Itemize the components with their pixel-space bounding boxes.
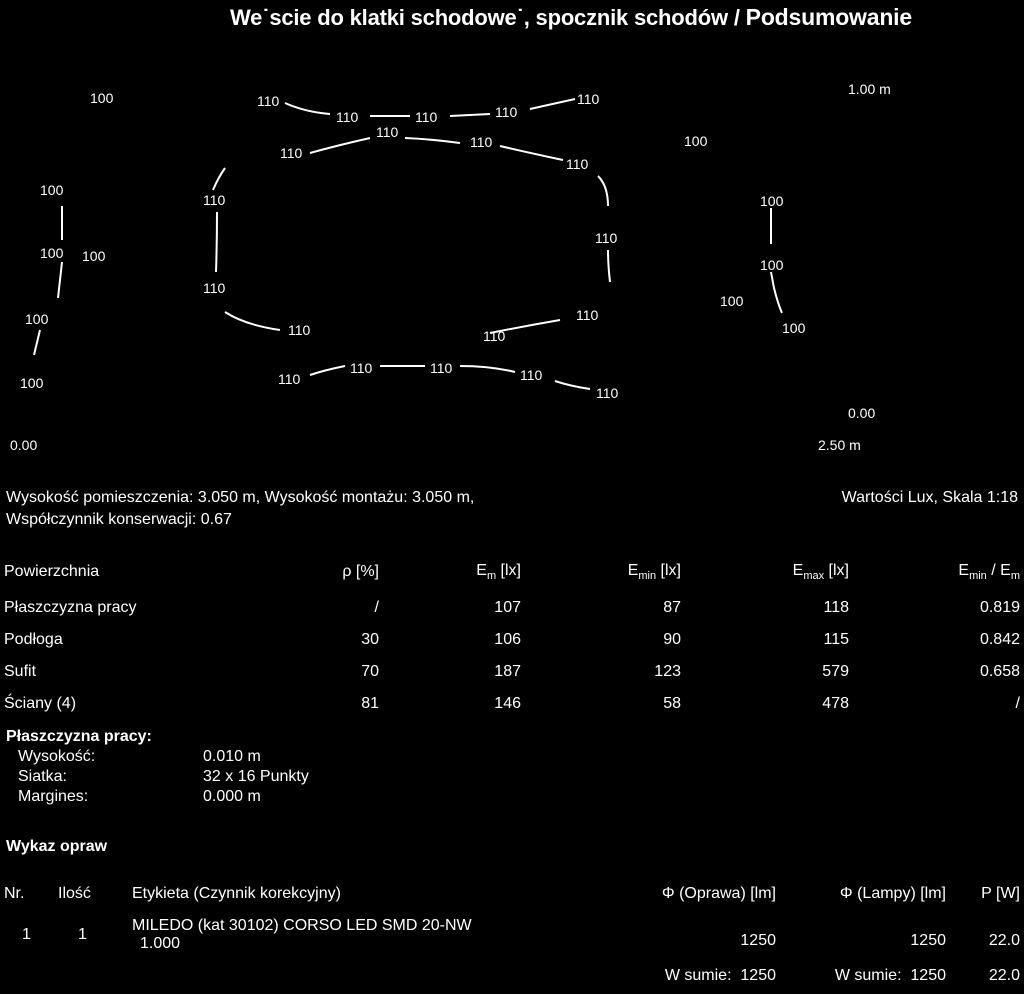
iso-label: 110 — [350, 360, 373, 376]
cell-power: 22.0 — [988, 932, 1020, 949]
iso-label: 110 — [595, 230, 618, 246]
cell-surface: Sufit — [4, 663, 37, 680]
iso-label: 110 — [336, 109, 359, 125]
iso-label: 100 — [40, 182, 64, 198]
cell-phi-luminaire: 1250 — [740, 932, 776, 949]
cell-rho: / — [374, 599, 379, 616]
iso-label: 100 — [684, 133, 708, 149]
iso-label: 110 — [257, 93, 280, 109]
header-uniformity: $E_{min} / E_m$ — [958, 561, 1020, 583]
table-row — [4, 592, 1020, 624]
cell-emax: 579 — [822, 663, 849, 680]
luminaire-header — [4, 876, 1020, 912]
title-sub: Podsumowanie — [745, 4, 912, 30]
cell-phi-lamps: 1250 — [910, 932, 946, 949]
iso-label: 100 — [760, 193, 784, 209]
cell-emax: 478 — [822, 695, 849, 712]
iso-label: 110 — [495, 104, 518, 120]
iso-label: 110 — [203, 192, 226, 208]
total-phi-luminaire: W sumie: 1250 — [664, 967, 776, 984]
workplane-height-label: Wysokość: — [18, 748, 96, 765]
scale-labels — [10, 81, 891, 453]
cell-label — [132, 912, 604, 958]
header-rho: ρ [%] — [342, 563, 379, 580]
table-row — [4, 688, 1020, 720]
workplane-section — [6, 727, 309, 807]
cell-rho: 81 — [361, 695, 379, 712]
results-header — [4, 552, 1020, 592]
cell-emax: 115 — [823, 631, 849, 648]
table-row — [4, 624, 1020, 656]
cell-surface: Podłoga — [4, 631, 63, 648]
cell-ratio: / — [1015, 695, 1020, 712]
iso-label: 100 — [782, 320, 806, 336]
iso-label: 110 — [576, 307, 599, 323]
header-em: $E_m$ [lx] — [476, 561, 521, 583]
header-qty: Ilość — [58, 885, 91, 902]
workplane-margin-label: Margines: — [18, 788, 89, 805]
iso-label: 110 — [596, 385, 619, 401]
iso-label: 100 — [20, 375, 44, 391]
iso-label: 110 — [376, 124, 399, 140]
room-info — [6, 487, 474, 531]
cell-rho: 30 — [361, 631, 379, 648]
cell-ratio: 0.658 — [979, 663, 1020, 680]
cell-surface: Płaszczyzna pracy — [4, 599, 137, 616]
page-title — [230, 4, 912, 31]
iso-label: 110 — [288, 322, 311, 338]
table-row — [4, 912, 1020, 958]
header-nr: Nr. — [4, 885, 25, 902]
workplane-margin: 0.000 m — [203, 788, 261, 805]
cell-em: 187 — [494, 663, 521, 680]
isoline-labels — [20, 90, 806, 401]
iso-label: 110 — [430, 360, 453, 376]
room-info-line2: Współczynnik konserwacji: 0.67 — [6, 511, 232, 528]
header-phi-lamps: Φ (Lampy) [lm] — [839, 885, 946, 902]
table-row — [4, 656, 1020, 688]
iso-label: 110 — [566, 156, 589, 172]
scale-zero-left: 0.00 — [10, 437, 38, 453]
luminaire-list-heading: Wykaz opraw — [6, 838, 108, 855]
header-emin: $E_{min}$ [lx] — [627, 561, 681, 583]
iso-label: 100 — [82, 248, 106, 264]
cell-emin: 58 — [663, 695, 681, 712]
iso-label: 100 — [25, 311, 49, 327]
iso-label: 110 — [483, 328, 506, 344]
header-phi-luminaire: Φ (Oprawa) [lm] — [661, 885, 776, 902]
title-main: We˙scie do klatki schodowe˙, spocznik schodów / — [230, 5, 746, 30]
cell-surface: Ściany (4) — [4, 695, 77, 712]
units-note: Wartości Lux, Skala 1:18 — [841, 489, 1018, 506]
workplane-heading: Płaszczyzna pracy: — [6, 728, 152, 745]
cell-em: 106 — [494, 631, 521, 648]
workplane-height: 0.010 m — [203, 748, 261, 765]
cell-nr: 1 — [22, 926, 31, 943]
cell-em: 107 — [494, 599, 521, 616]
cell-emax: 118 — [823, 599, 849, 616]
iso-label: 100 — [720, 293, 744, 309]
header-emax: $E_{max}$ [lx] — [792, 561, 849, 583]
cell-rho: 70 — [361, 663, 379, 680]
iso-label: 110 — [415, 109, 438, 125]
results-table — [4, 552, 1020, 720]
iso-label: 110 — [280, 145, 303, 161]
iso-label: 110 — [203, 280, 226, 296]
iso-label: 100 — [90, 90, 114, 106]
room-info-line1: Wysokość pomieszczenia: 3.050 m, Wysokość montażu: 3.050 m, — [6, 489, 475, 506]
cell-em: 146 — [494, 695, 521, 712]
iso-label: 110 — [278, 371, 301, 387]
cell-qty: 1 — [78, 926, 87, 943]
total-phi-lamps: W sumie: 1250 — [834, 967, 946, 984]
cell-emin: 87 — [663, 599, 681, 616]
cell-emin: 90 — [663, 631, 681, 648]
correction-factor: 1.000 — [140, 935, 181, 952]
iso-label: 110 — [470, 134, 493, 150]
workplane-grid: 32 x 16 Punkty — [203, 768, 309, 785]
scale-zero-right: 0.00 — [848, 405, 876, 421]
scale-width: 2.50 m — [818, 437, 861, 453]
total-power: 22.0 — [988, 967, 1020, 984]
iso-label: 110 — [577, 91, 600, 107]
isolines — [34, 99, 782, 389]
luminaire-name: MILEDO (kat 30102) CORSO LED SMD 20-NW — [132, 917, 472, 934]
isolux-plan — [0, 60, 1024, 460]
header-power: P [W] — [981, 885, 1020, 902]
cell-ratio: 0.819 — [979, 599, 1020, 616]
workplane-grid-label: Siatka: — [18, 768, 67, 785]
iso-label: 100 — [40, 245, 64, 261]
header-surface: Powierzchnia — [4, 563, 100, 580]
iso-label: 100 — [760, 257, 784, 273]
header-label: Etykieta (Czynnik korekcyjny) — [132, 885, 341, 902]
luminaire-table — [4, 876, 1020, 994]
cell-ratio: 0.842 — [979, 631, 1020, 648]
scale-height: 1.00 m — [848, 81, 891, 97]
cell-emin: 123 — [654, 663, 681, 680]
totals-row — [4, 958, 1020, 994]
iso-label: 110 — [520, 367, 543, 383]
